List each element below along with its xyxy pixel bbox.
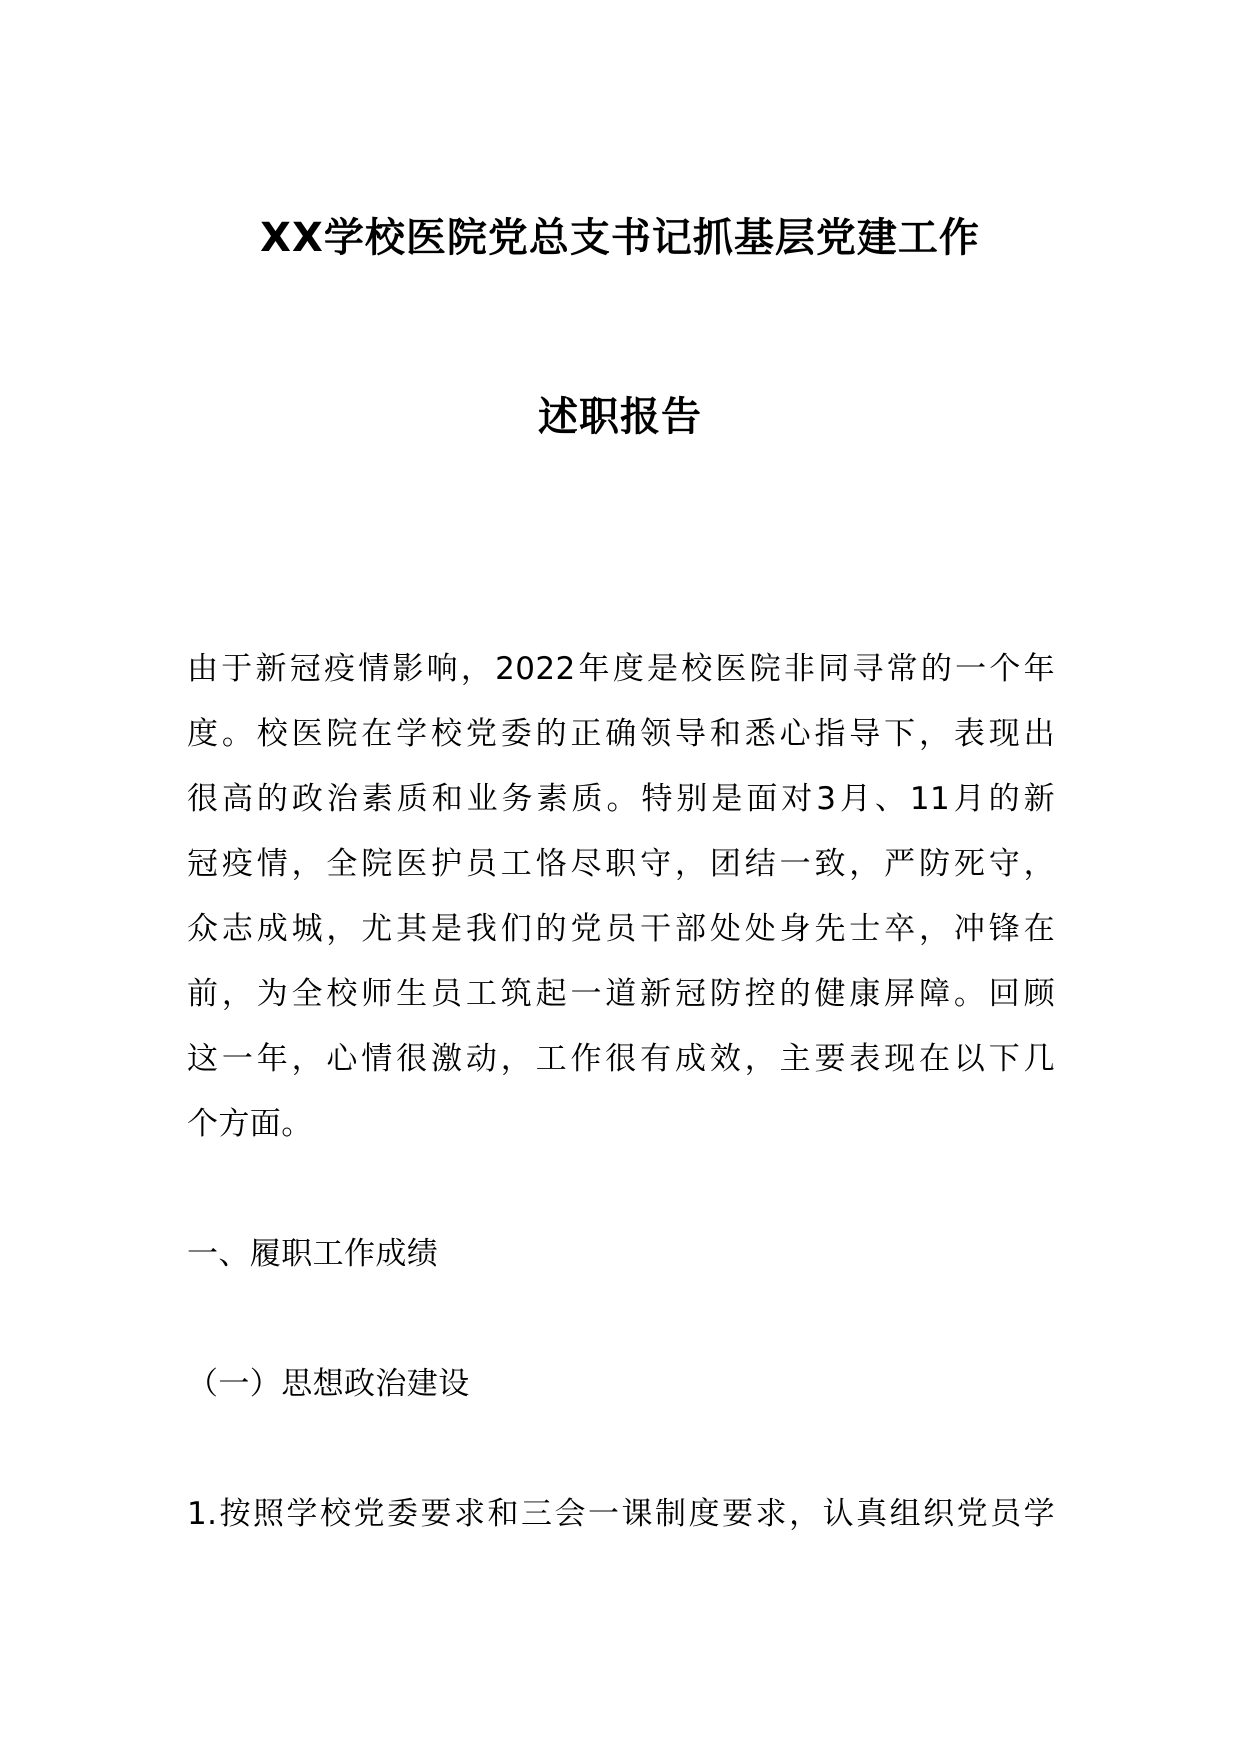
intro-line: 度。校医院在学校党委的正确领导和悉心指导下，表现出 (187, 716, 1055, 752)
document-title-line-2: 述职报告 (538, 394, 702, 440)
intro-line: 由于新冠疫情影响，2022年度是校医院非同寻常的一个年 (187, 651, 1055, 687)
subsection-heading: （一）思想政治建设 (187, 1366, 470, 1402)
document-title-line-1: XX学校医院党总支书记抓基层党建工作 (260, 215, 980, 261)
item-1-line: 1.按照学校党委要求和三会一课制度要求，认真组织党员学 (187, 1496, 1055, 1532)
intro-line: 众志成城，尤其是我们的党员干部处处身先士卒，冲锋在 (187, 911, 1055, 947)
intro-line: 个方面。 (187, 1106, 313, 1142)
section-heading: 一、履职工作成绩 (187, 1236, 439, 1272)
intro-line: 冠疫情，全院医护员工恪尽职守，团结一致，严防死守， (187, 846, 1055, 882)
intro-line: 这一年，心情很激动，工作很有成效，主要表现在以下几 (187, 1041, 1055, 1077)
intro-paragraph (187, 637, 1055, 1157)
intro-line: 很高的政治素质和业务素质。特别是面对3月、11月的新 (187, 781, 1055, 817)
item-1-paragraph (187, 1482, 1055, 1547)
intro-line: 前，为全校师生员工筑起一道新冠防控的健康屏障。回顾 (187, 976, 1055, 1012)
